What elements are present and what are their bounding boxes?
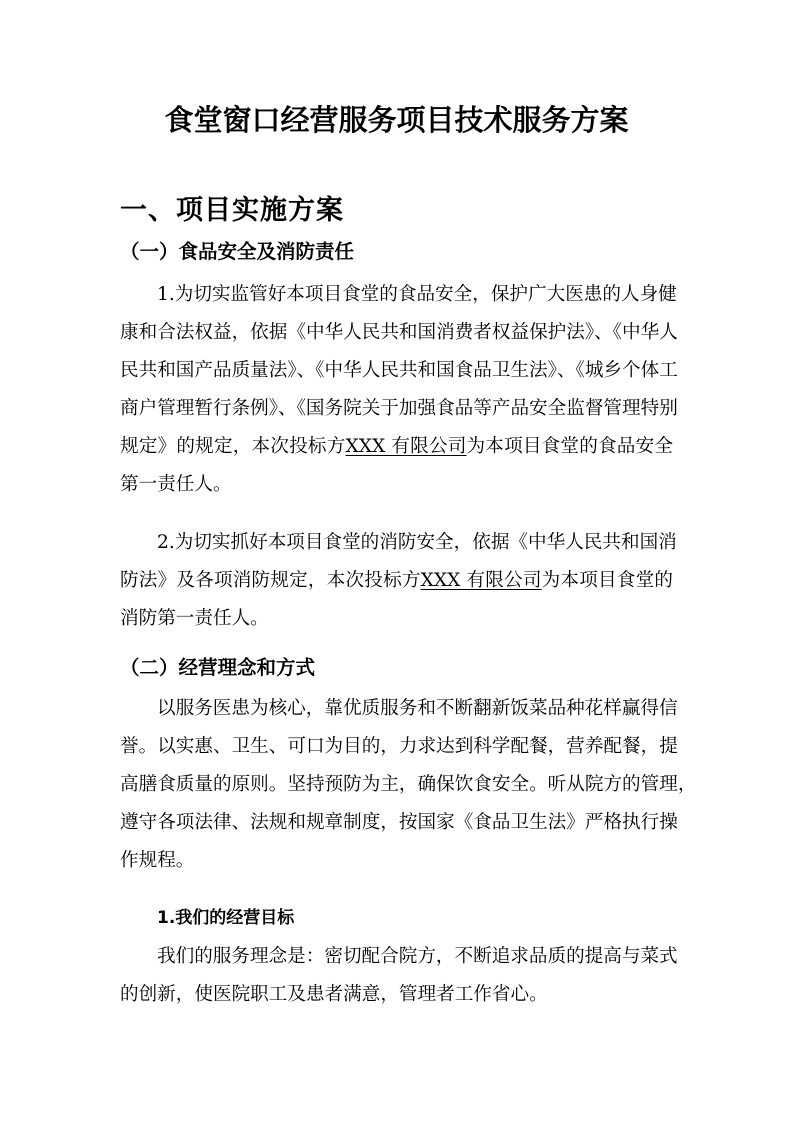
text-segment: 防法》及各项消防规定，本次投标方 bbox=[120, 570, 421, 591]
paragraph-line: 的创新，使医院职工及患者满意，管理者工作省心。 bbox=[120, 984, 548, 1005]
company-name-placeholder: XXX 有限公司 bbox=[345, 436, 467, 457]
document-title: 食堂窗口经营服务项目技术服务方案 bbox=[164, 103, 629, 137]
section-heading-implementation: 一、项目实施方案 bbox=[120, 195, 344, 226]
paragraph-line: 以服务医患为核心，靠优质服务和不断翻新饭菜品种花样赢得信 bbox=[157, 698, 678, 719]
item-heading-business-goals: 1.我们的经营目标 bbox=[157, 908, 295, 928]
paragraph-line: 民共和国产品质量法》、《中华人民共和国食品卫生法》、《城乡个体工 bbox=[120, 360, 678, 381]
paragraph-line: 商户管理暂行条例》、《国务院关于加强食品等产品安全监督管理特别 bbox=[120, 398, 678, 419]
paragraph-line bbox=[120, 566, 673, 592]
paragraph-line: 消防第一责任人。 bbox=[120, 608, 269, 629]
paragraph-line bbox=[120, 432, 673, 458]
paragraph-line: 2.为切实抓好本项目食堂的消防安全，依据《中华人民共和国消 bbox=[157, 532, 677, 553]
text-segment: 为本项目食堂的食品安全 bbox=[466, 436, 673, 457]
paragraph-line: 作规程。 bbox=[120, 850, 195, 871]
subsection-heading-food-fire-safety: （一）食品安全及消防责任 bbox=[120, 240, 355, 263]
text-segment: 规定》的规定，本次投标方 bbox=[120, 436, 346, 457]
paragraph-line: 高膳食质量的原则。坚持预防为主，确保饮食安全。听从院方的管理， bbox=[120, 774, 697, 795]
paragraph-line: 誉。以实惠、卫生、可口为目的，力求达到科学配餐，营养配餐，提 bbox=[120, 736, 678, 757]
text-segment: 为本项目食堂的 bbox=[541, 570, 673, 591]
subsection-heading-business-philosophy: （二）经营理念和方式 bbox=[120, 656, 316, 679]
paragraph-line: 第一责任人。 bbox=[120, 474, 232, 495]
paragraph-line: 1.为切实监管好本项目食堂的食品安全，保护广大医患的人身健 bbox=[157, 284, 677, 305]
company-name-placeholder: XXX 有限公司 bbox=[420, 570, 542, 591]
paragraph-line: 康和合法权益，依据《中华人民共和国消费者权益保护法》、《中华人 bbox=[120, 322, 678, 343]
paragraph-line: 遵守各项法律、法规和规章制度，按国家《食品卫生法》严格执行操 bbox=[120, 812, 678, 833]
paragraph-line: 我们的服务理念是：密切配合院方，不断追求品质的提高与菜式 bbox=[157, 946, 678, 967]
